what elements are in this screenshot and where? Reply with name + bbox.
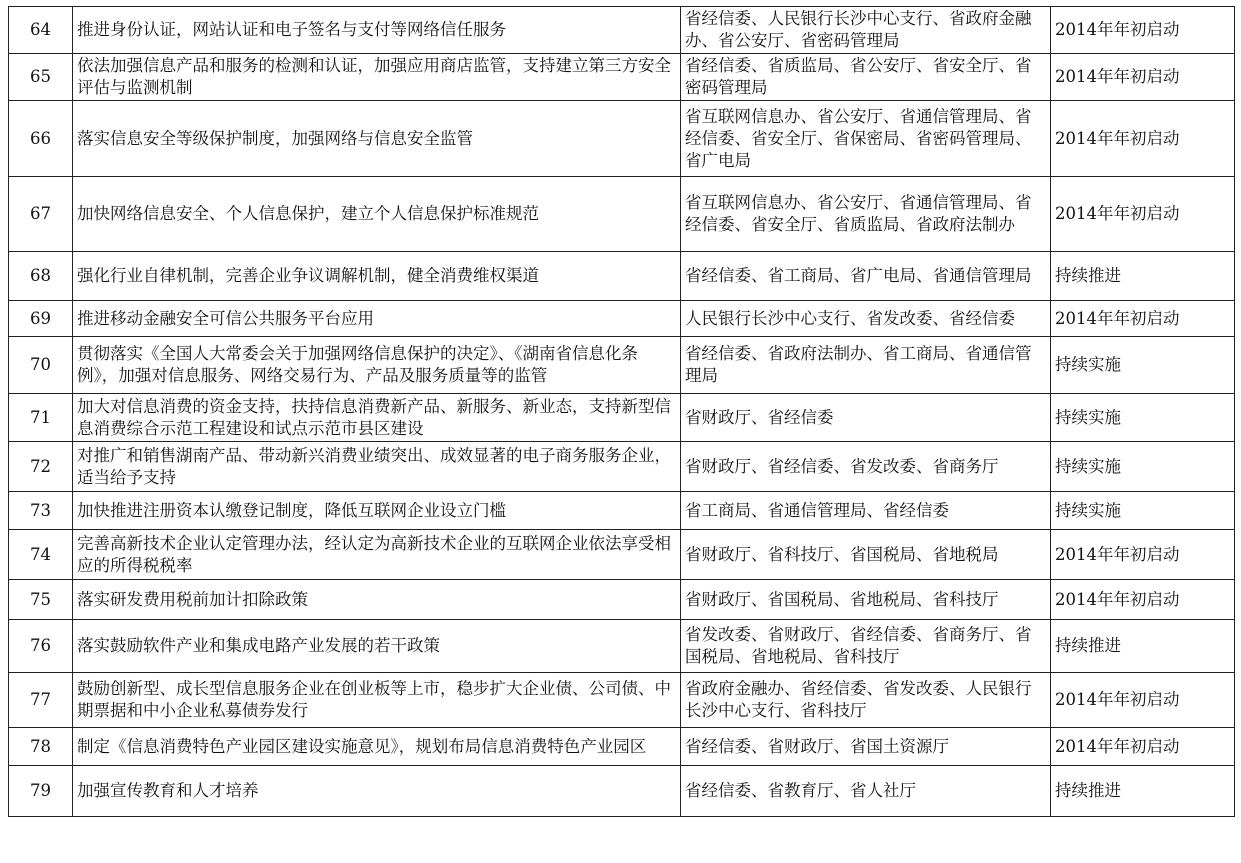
task-description: 推进移动金融安全可信公共服务平台应用 [73,301,681,337]
timeline-status: 2014年年初启动 [1051,728,1235,766]
row-number: 77 [9,673,73,728]
table-body [9,7,1235,817]
responsible-departments: 省财政厅、省国税局、省地税局、省科技厅 [681,580,1051,620]
timeline-status: 2014年年初启动 [1051,580,1235,620]
table-row [9,442,1235,492]
row-number: 75 [9,580,73,620]
task-description: 制定《信息消费特色产业园区建设实施意见》，规划布局信息消费特色产业园区 [73,728,681,766]
row-number: 65 [9,54,73,101]
responsible-departments: 省经信委、人民银行长沙中心支行、省政府金融办、省公安厅、省密码管理局 [681,7,1051,54]
responsible-departments: 省经信委、省工商局、省广电局、省通信管理局 [681,252,1051,301]
table-row [9,177,1235,252]
task-description: 落实研发费用税前加计扣除政策 [73,580,681,620]
table-row [9,394,1235,442]
task-description: 贯彻落实《全国人大常委会关于加强网络信息保护的决定》、《湖南省信息化条例》，加强对信息服务、网络交易行为、产品及服务质量等的监管 [73,337,681,394]
timeline-status: 2014年年初启动 [1051,301,1235,337]
row-number: 70 [9,337,73,394]
responsible-departments: 省经信委、省教育厅、省人社厅 [681,766,1051,817]
row-number: 73 [9,492,73,530]
task-description: 加快网络信息安全、个人信息保护，建立个人信息保护标准规范 [73,177,681,252]
task-description: 推进身份认证，网站认证和电子签名与支付等网络信任服务 [73,7,681,54]
table-row [9,766,1235,817]
timeline-status: 2014年年初启动 [1051,177,1235,252]
responsible-departments: 人民银行长沙中心支行、省发改委、省经信委 [681,301,1051,337]
row-number: 64 [9,7,73,54]
table-row [9,301,1235,337]
table-row [9,7,1235,54]
task-description: 加快推进注册资本认缴登记制度，降低互联网企业设立门槛 [73,492,681,530]
timeline-status: 持续实施 [1051,442,1235,492]
timeline-status: 2014年年初启动 [1051,101,1235,177]
row-number: 69 [9,301,73,337]
task-description: 鼓励创新型、成长型信息服务企业在创业板等上市，稳步扩大企业债、公司债、中期票据和中小企业私募债券发行 [73,673,681,728]
row-number: 72 [9,442,73,492]
timeline-status: 持续实施 [1051,492,1235,530]
table-row [9,530,1235,580]
table-row [9,492,1235,530]
timeline-status: 2014年年初启动 [1051,530,1235,580]
timeline-status: 持续推进 [1051,252,1235,301]
table-row [9,728,1235,766]
task-description: 完善高新技术企业认定管理办法，经认定为高新技术企业的互联网企业依法享受相应的所得税税率 [73,530,681,580]
responsible-departments: 省财政厅、省科技厅、省国税局、省地税局 [681,530,1051,580]
responsible-departments: 省工商局、省通信管理局、省经信委 [681,492,1051,530]
task-description: 加强宣传教育和人才培养 [73,766,681,817]
table-row [9,252,1235,301]
timeline-status: 持续实施 [1051,337,1235,394]
row-number: 68 [9,252,73,301]
row-number: 66 [9,101,73,177]
timeline-status: 持续推进 [1051,766,1235,817]
timeline-status: 持续推进 [1051,620,1235,673]
timeline-status: 2014年年初启动 [1051,54,1235,101]
row-number: 71 [9,394,73,442]
row-number: 79 [9,766,73,817]
row-number: 74 [9,530,73,580]
responsible-departments: 省互联网信息办、省公安厅、省通信管理局、省经信委、省安全厅、省保密局、省密码管理局、省广电局 [681,101,1051,177]
row-number: 67 [9,177,73,252]
table-row [9,673,1235,728]
task-description: 加大对信息消费的资金支持，扶持信息消费新产品、新服务、新业态，支持新型信息消费综合示范工程建设和试点示范市县区建设 [73,394,681,442]
policy-task-table [8,6,1235,817]
timeline-status: 持续实施 [1051,394,1235,442]
timeline-status: 2014年年初启动 [1051,7,1235,54]
table-row [9,337,1235,394]
responsible-departments: 省互联网信息办、省公安厅、省通信管理局、省经信委、省安全厅、省质监局、省政府法制办 [681,177,1051,252]
timeline-status: 2014年年初启动 [1051,673,1235,728]
task-description: 对推广和销售湖南产品、带动新兴消费业绩突出、成效显著的电子商务服务企业，适当给予支持 [73,442,681,492]
task-description: 依法加强信息产品和服务的检测和认证，加强应用商店监管，支持建立第三方安全评估与监测机制 [73,54,681,101]
task-description: 强化行业自律机制，完善企业争议调解机制，健全消费维权渠道 [73,252,681,301]
responsible-departments: 省经信委、省质监局、省公安厅、省安全厅、省密码管理局 [681,54,1051,101]
task-description: 落实鼓励软件产业和集成电路产业发展的若干政策 [73,620,681,673]
table-row [9,620,1235,673]
row-number: 78 [9,728,73,766]
responsible-departments: 省财政厅、省经信委 [681,394,1051,442]
responsible-departments: 省政府金融办、省经信委、省发改委、人民银行长沙中心支行、省科技厅 [681,673,1051,728]
table-row [9,580,1235,620]
task-description: 落实信息安全等级保护制度，加强网络与信息安全监管 [73,101,681,177]
table-row [9,101,1235,177]
responsible-departments: 省经信委、省财政厅、省国土资源厅 [681,728,1051,766]
responsible-departments: 省发改委、省财政厅、省经信委、省商务厅、省国税局、省地税局、省科技厅 [681,620,1051,673]
responsible-departments: 省经信委、省政府法制办、省工商局、省通信管理局 [681,337,1051,394]
table-row [9,54,1235,101]
responsible-departments: 省财政厅、省经信委、省发改委、省商务厅 [681,442,1051,492]
row-number: 76 [9,620,73,673]
